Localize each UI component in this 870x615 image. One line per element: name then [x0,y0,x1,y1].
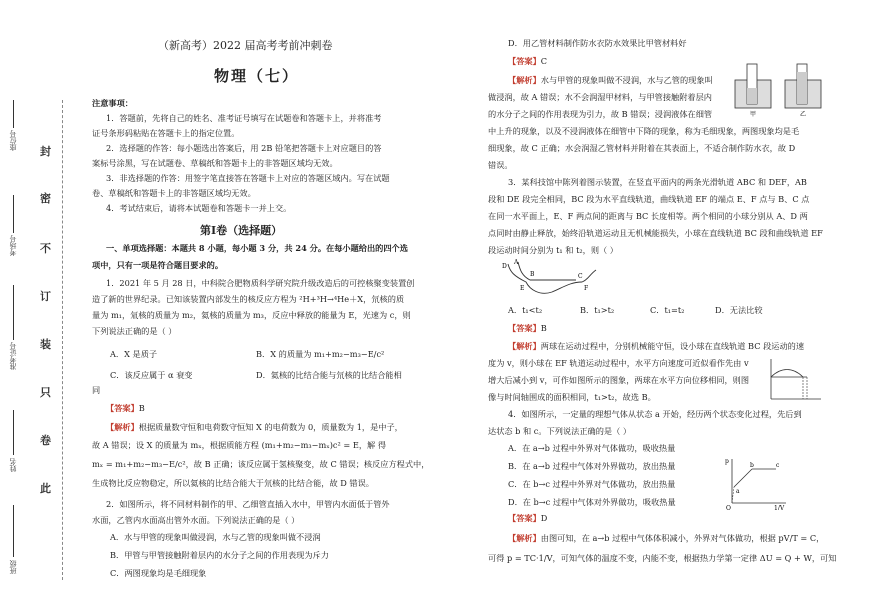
q1-text: 量为 m₁，氚核的质量为 m₂，氦核的质量为 m₃，反应中释放的能量为 E，光速为 c，则 [92,310,411,320]
q1-text: 1．2021 年 5 月 28 日，中科院合肥物质科学研究院升级改造后的可控核聚变装置创 [106,278,415,288]
capillary-tubes-figure [733,62,828,117]
q4-analysis: 由图可知，在 a→b 过程中气体体积减小，外界对气体做功，根据 pV/T = C， [540,533,825,543]
q1-analysis: mₓ = m₁+m₂−m₃−E/c²，故 B 正确；该反应属于氢核聚变，故 C 错误；核反应方程式中， [92,459,430,469]
subject-title: 物理（七） [214,67,300,85]
q3-analysis: 两球在运动过程中，分别机械能守恒，设小球在直线轨道 BC 段运动的速 [540,341,805,351]
q3-analysis: 度为 v，则小球在 EF 轨道运动过程中，水平方向速度可近似看作先由 v [488,358,749,368]
fig-label: a [736,488,740,495]
pv-diagram-figure [722,455,792,510]
class-blank [13,505,14,557]
q4-text: 4．如图所示，一定量的理想气体从状态 a 开始，经历两个状态变化过程，先后到 [508,409,802,419]
analysis-label: 【解析】 [508,533,541,543]
section-intro: 项中，只有一项是符合题目要求的。 [92,260,224,270]
fig-label: b [750,462,754,469]
q2-analysis: 细现象，故 C 正确；水会润湿乙管材料并附着在其表面上，不适合制作防水衣，故 D [488,143,796,153]
binding-char: 只 [40,386,51,399]
notes-line: 1．答题前，先将自己的姓名、准考证号填写在试题卷和答题卡上，并将准考 [106,113,382,123]
seat-number-field: 座位号 [9,130,17,151]
q4-option-d: D．在 b→c 过程中气体对外界做功，吸收热量 [508,497,676,507]
q4-analysis: 可得 p = TC·1/V，可知气体的温度不变，内能不变，根据热力学第一定律 ΔU = Q + W，可知 [488,553,837,563]
q2-option-b: B．甲管与甲管接触附着层内的水分子之间的作用表现为斥力 [110,550,329,560]
q2-analysis: 做浸润，故 A 错误；水不会润湿甲材料，与甲管接触附着层内 [488,92,712,102]
binding-char: 封 [40,145,51,158]
fig-label: p [725,458,729,465]
name-field: 姓名 [9,458,17,472]
fig-label: E [520,285,525,292]
q1-text: 造了新的世界纪录。已知该装置内部发生的核反应方程为 ²H+³H→⁴He＋X，氘核的质 [92,294,405,304]
analysis-label: 【解析】 [106,422,139,432]
exam-title: （新高考）2022 届高考考前冲刺卷 [158,39,333,52]
q2-analysis: 中上升的现象，以及不浸润液体在细管中下降的现象，称为毛细现象，两图现象均是毛 [488,126,800,136]
answer-label: 【答案】 [508,56,541,66]
binding-char: 装 [40,338,51,351]
q1-analysis: 生成物比反应物稳定，所以氦核的比结合能大于氘核的比结合能，故 D 错误。 [92,478,374,488]
fig-label: B [530,271,535,278]
track-figure [490,258,600,300]
velocity-time-figure [765,355,825,405]
class-field: 班级 [9,560,17,574]
q4-text: 达状态 b 和 c。下列说法正确的是（ ） [488,426,632,436]
fig-label: c [776,462,780,469]
q1-analysis: 故 A 错误；设 X 的质量为 mₓ，根据质能方程 (m₁+m₂−m₃−mₓ)c² = E，解 得 [92,440,387,450]
fig-label: 乙 [800,111,807,117]
q3-option-b: B．t₁>t₂ [580,305,615,315]
q1-text: 下列说法正确的是（ ） [92,326,177,336]
answer-label: 【答案】 [508,513,541,523]
binding-char: 密 [40,192,51,205]
exam-room-blank [13,195,14,233]
binding-char: 不 [40,242,51,255]
notes-line: 卷、草稿纸和答题卡上的非答题区域均无效。 [92,188,256,198]
fig-label: A [514,259,519,266]
fig-label: D [502,263,507,270]
q4-option-a: A．在 a→b 过程中外界对气体做功，吸收热量 [508,443,676,453]
q3-text: 段和 DE 段完全相同，BC 段为水平直线轨道，曲线轨道 EF 的端点 E、F 点与 B、C 点 [488,194,810,204]
q1-answer: B [138,403,145,413]
binding-char: 卷 [40,434,51,447]
q2-option-c: C．两图现象均是毛细现象 [110,568,207,578]
exam-room-field: 考场号 [9,235,17,256]
q2-text: 2．如图所示，将不同材料制作的甲、乙细管直插入水中，甲管内水面低于管外 [106,499,390,509]
fig-label: C [578,273,583,280]
notes-line: 3．非选择题的作答：用签字笔直接答在答题卡上对应的答题区域内。写在试题 [106,173,390,183]
q3-option-c: C．t₁=t₂ [650,305,685,315]
q1-option-c: C．该反应属于 α 衰变 [110,370,193,380]
q2-option-d: D．用乙管材料制作防水衣防水效果比甲管材料好 [508,38,687,48]
notes-line: 证号条形码粘贴在答题卡上的指定位置。 [92,128,240,138]
q3-text: 在同一水平面上，E、F 两点间的距离与 BC 长度相等。两个相同的小球分别从 A、D 两 [488,211,808,221]
answer-label: 【答案】 [106,403,139,413]
q1-option-d-cont: 同 [92,385,101,395]
q1-analysis: 根据质量数守恒和电荷数守恒知 X 的电荷数为 0，质量数为 1，是中子， [138,422,403,432]
q4-option-b: B．在 a→b 过程中气体对外界做功，放出热量 [508,461,676,471]
admission-number-blank [13,285,14,340]
q1-option-d: D．氦核的比结合能与氘核的比结合能相 [256,370,402,380]
fig-label: O [726,505,731,510]
q2-text: 水面，乙管内水面高出管外水面。下列说法正确的是（ ） [92,515,300,525]
binding-dashed-line [62,100,63,580]
q2-analysis: 错误。 [488,160,513,170]
admission-number-field: 准考证号 [9,342,17,370]
q3-text: 段运动时间分别为 t₁ 和 t₂，则（ ） [488,245,618,255]
analysis-label: 【解析】 [508,75,541,85]
section-intro: 一、单项选择题：本题共 8 小题，每小题 3 分，共 24 分。在每小题给出的四个选 [106,243,408,253]
binding-char: 订 [40,290,51,303]
answer-label: 【答案】 [508,323,541,333]
fig-label: 1/V [774,505,785,510]
q3-option-a: A．t₁<t₂ [508,305,543,315]
q3-analysis: 增大后减小到 v，可作如图所示的图象，两球在水平方向位移相同，则图 [488,375,750,385]
q2-analysis: 的水分子之间的作用表现为引力，故 B 错误；浸润液体在细管 [488,109,713,119]
name-blank [13,410,14,455]
notes-line: 2．选择题的作答：每小题选出答案后，用 2B 铅笔把答题卡上对应题目的答 [106,143,382,153]
q2-answer: C [540,56,548,66]
q1-option-b: B．X 的质量为 m₁+m₂−m₃−E/c² [256,349,385,359]
notes-line: 案标号涂黑，写在试题卷、草稿纸和答题卡上的非答题区域均无效。 [92,158,338,168]
q2-option-a: A．水与甲管的现象叫做浸润，水与乙管的现象叫做不浸润 [110,532,321,542]
q4-option-c: C．在 b→c 过程中外界对气体做功，放出热量 [508,479,676,489]
notes-heading: 注意事项： [92,98,133,108]
analysis-label: 【解析】 [508,341,541,351]
q3-text: 3．某科技馆中陈列着图示装置，在竖直平面内的两条光滑轨道 ABC 和 DEF，AB [508,177,807,187]
fig-label: F [584,285,589,292]
q4-answer: D [540,513,548,523]
binding-char: 此 [40,482,51,495]
notes-line: 4．考试结束后，请将本试题卷和答题卡一并上交。 [106,203,292,213]
q2-analysis: 水与甲管的现象叫做不浸润，水与乙管的现象叫 [540,75,713,85]
q3-answer: B [540,323,547,333]
section-title: 第Ⅰ卷（选择题） [200,224,283,237]
seat-number-blank [13,100,14,128]
q1-option-a: A．X 是质子 [110,349,158,359]
q3-text: 点同时由静止释放，始终沿轨道运动且无机械能损失，小球在直线轨道 BC 段和曲线轨道 EF [488,228,823,238]
fig-label: 甲 [750,111,757,117]
q3-analysis: 像与时间轴围成的面积相同，t₁>t₂，故选 B。 [488,392,656,402]
q3-option-d: D．无法比较 [715,305,763,315]
